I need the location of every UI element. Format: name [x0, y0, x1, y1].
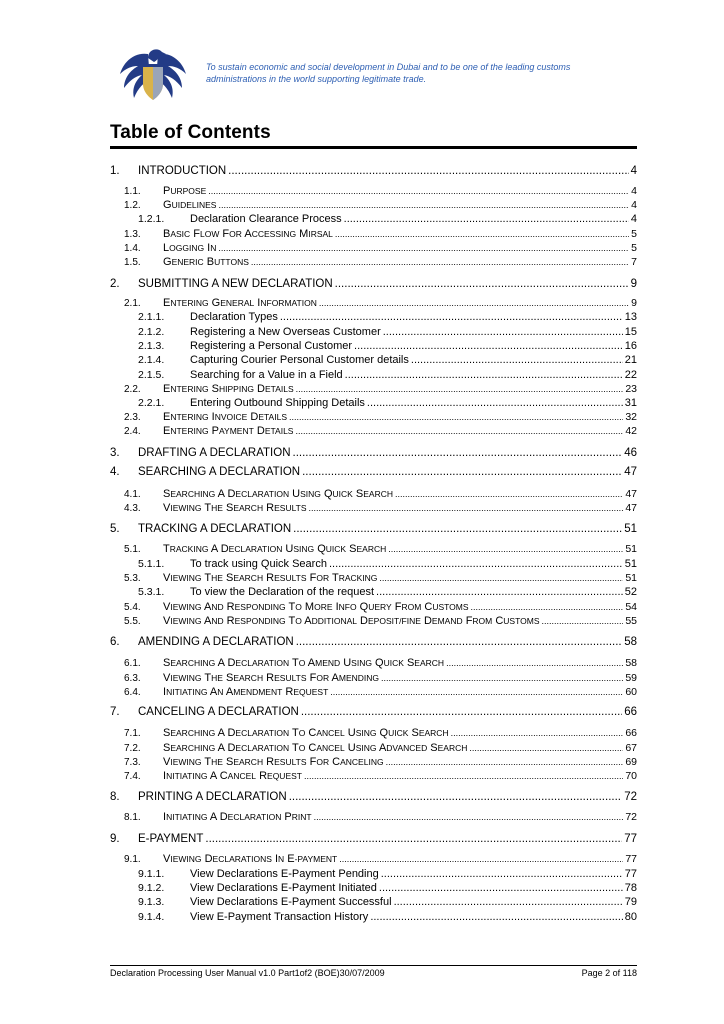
toc-entry-page: 4: [631, 199, 637, 211]
toc-entry-title: Capturing Courier Personal Customer details: [190, 354, 409, 366]
toc-entry-title: SEARCHING A DECLARATION TO AMEND USING QUICK SEARCH: [163, 657, 445, 669]
toc-leader-dots: [218, 243, 629, 253]
toc-entry-number: 5.3.1.: [138, 586, 165, 598]
toc-entry-title: ENTERING PAYMENT DETAILS: [163, 425, 294, 437]
toc-entry-number: 9.1.: [124, 854, 141, 865]
toc-leader-dots: [469, 743, 623, 753]
toc-entry-number: 3.: [110, 447, 120, 459]
toc-entry[interactable]: [138, 896, 637, 908]
toc-entry-page: 58: [624, 636, 637, 648]
toc-leader-dots: [383, 326, 623, 338]
toc-entry-page: 51: [625, 572, 637, 584]
toc-entry-title: TRACKING A DECLARATION USING QUICK SEARCH: [163, 543, 387, 555]
toc-entry-number: 2.2.: [124, 384, 141, 395]
toc-entry-page: 21: [624, 354, 637, 366]
toc-leader-dots: [335, 278, 629, 290]
toc-entry[interactable]: [124, 411, 637, 423]
toc-entry-title: View Declarations E-Payment Successful: [190, 896, 392, 908]
toc-entry-page: 67: [625, 742, 637, 754]
toc-entry[interactable]: [110, 523, 637, 535]
toc-entry[interactable]: [124, 811, 637, 823]
toc-entry-page: 47: [625, 502, 637, 514]
toc-entry-title: SEARCHING A DECLARATION USING QUICK SEARCH: [163, 488, 394, 500]
toc-leader-dots: [314, 812, 624, 822]
toc-entry[interactable]: [110, 447, 637, 459]
toc-leader-dots: [379, 882, 623, 894]
toc-entry-number: 1.4.: [124, 243, 141, 254]
toc-entry-page: 59: [625, 672, 637, 684]
toc-leader-dots: [309, 503, 624, 513]
toc-entry-number: 4.3.: [124, 503, 141, 514]
toc-leader-dots: [296, 384, 624, 394]
toc-leader-dots: [339, 854, 623, 864]
toc-leader-dots: [329, 558, 623, 570]
toc-leader-dots: [376, 586, 623, 598]
toc-entry-title: View Declarations E-Payment Initiated: [190, 882, 377, 894]
toc-entry[interactable]: [110, 466, 637, 478]
toc-entry-page: 13: [624, 311, 637, 323]
toc-entry-page: 80: [624, 911, 637, 923]
footer-divider: [110, 965, 637, 966]
toc-entry-title: SEARCHING A DECLARATION: [138, 466, 301, 478]
toc-entry-page: 15: [624, 326, 637, 338]
toc-entry-page: 5: [631, 228, 637, 240]
toc-entry-page: 52: [624, 586, 637, 598]
toc-entry-page: 66: [625, 727, 637, 739]
toc-entry-page: 31: [624, 397, 637, 409]
toc-leader-dots: [370, 911, 622, 923]
toc-entry[interactable]: [138, 354, 637, 366]
toc-entry-title: PRINTING A DECLARATION: [138, 791, 287, 803]
toc-entry-page: 55: [625, 615, 637, 627]
toc-entry[interactable]: [124, 543, 637, 555]
toc-leader-dots: [330, 687, 623, 697]
toc-entry-number: 5.4.: [124, 602, 141, 613]
toc-entry-number: 5.3.: [124, 573, 141, 584]
toc-entry-title: Registering a Personal Customer: [190, 340, 353, 352]
toc-entry-number: 2.3.: [124, 412, 141, 423]
toc-entry-number: 5.1.1.: [138, 558, 165, 570]
toc-entry-number: 1.2.1.: [138, 213, 165, 225]
toc-entry[interactable]: [138, 558, 637, 570]
toc-entry-title: Declaration Clearance Process: [190, 213, 342, 225]
toc-entry-page: 9: [631, 297, 637, 309]
toc-entry[interactable]: [124, 615, 637, 627]
toc-entry-title: DRAFTING A DECLARATION: [138, 447, 291, 459]
toc-entry[interactable]: [124, 686, 637, 698]
organization-tagline: To sustain economic and social development in Dubai and to be one of the leading customs administrations in the world supporting legitimate trade.: [206, 62, 571, 84]
toc-entry-title: LOGGING IN: [163, 242, 217, 254]
toc-entry-number: 1.2.: [124, 200, 141, 211]
toc-entry-page: 42: [625, 425, 637, 437]
toc-entry-page: 47: [624, 466, 637, 478]
toc-entry-title: PURPOSE: [163, 185, 207, 197]
toc-entry[interactable]: [124, 853, 637, 865]
toc-leader-dots: [293, 523, 622, 535]
toc-leader-dots: [280, 311, 623, 323]
toc-entry-title: AMENDING A DECLARATION: [138, 636, 294, 648]
toc-leader-dots: [295, 426, 623, 436]
toc-entry-number: 9.1.3.: [138, 896, 165, 908]
toc-entry-title: View E-Payment Transaction History: [190, 911, 369, 923]
toc-entry-page: 77: [625, 853, 637, 865]
toc-leader-dots: [542, 616, 624, 626]
toc-entry-title: INITIATING AN AMENDMENT REQUEST: [163, 686, 329, 698]
toc-entry[interactable]: [138, 311, 637, 323]
toc-leader-dots: [411, 354, 623, 366]
toc-leader-dots: [228, 165, 628, 177]
toc-entry-number: 7.2.: [124, 743, 141, 754]
toc-leader-dots: [302, 466, 622, 478]
toc-entry-number: 7.1.: [124, 728, 141, 739]
toc-entry-page: 23: [625, 383, 637, 395]
toc-entry[interactable]: [110, 833, 637, 845]
toc-entry[interactable]: [124, 727, 637, 739]
toc-entry[interactable]: [124, 256, 637, 268]
toc-leader-dots: [293, 447, 623, 459]
toc-entry[interactable]: [110, 278, 637, 290]
toc-entry-page: 5: [631, 242, 637, 254]
toc-entry-page: 51: [624, 558, 637, 570]
toc-leader-dots: [205, 833, 622, 845]
toc-leader-dots: [394, 896, 623, 908]
toc-entry-page: 4: [630, 213, 637, 225]
toc-entry-page: 58: [625, 657, 637, 669]
toc-entry[interactable]: [110, 165, 637, 177]
toc-leader-dots: [304, 771, 623, 781]
toc-leader-dots: [301, 706, 622, 718]
toc-entry[interactable]: [124, 657, 637, 669]
toc-entry[interactable]: [110, 706, 637, 718]
toc-entry-title: VIEWING THE SEARCH RESULTS FOR AMENDING: [163, 672, 380, 684]
toc-entry-number: 2.4.: [124, 426, 141, 437]
toc-entry-number: 7.: [110, 706, 120, 718]
toc-entry[interactable]: [138, 868, 637, 880]
toc-entry-title: SEARCHING A DECLARATION TO CANCEL USING QUICK SEARCH: [163, 727, 449, 739]
toc-entry-number: 2.1.4.: [138, 354, 165, 366]
toc-entry[interactable]: [138, 586, 637, 598]
toc-entry-number: 2.1.5.: [138, 369, 165, 381]
toc-entry-number: 4.: [110, 466, 120, 478]
toc-entry-title: To view the Declaration of the request: [190, 586, 375, 598]
toc-entry-title: Searching for a Value in a Field: [190, 369, 343, 381]
toc-entry-title: Declaration Types: [190, 311, 278, 323]
page-title: Table of Contents: [110, 122, 271, 143]
toc-leader-dots: [354, 340, 623, 352]
toc-leader-dots: [381, 868, 623, 880]
toc-leader-dots: [367, 397, 623, 409]
toc-entry[interactable]: [124, 770, 637, 782]
toc-entry-title: ENTERING INVOICE DETAILS: [163, 411, 287, 423]
toc-entry-page: 51: [625, 543, 637, 555]
toc-leader-dots: [381, 673, 623, 683]
toc-entry[interactable]: [138, 369, 637, 381]
toc-entry-title: GUIDELINES: [163, 199, 217, 211]
toc-entry-title: VIEWING THE SEARCH RESULTS: [163, 502, 307, 514]
toc-entry-title: E-PAYMENT: [138, 833, 204, 845]
toc-entry-page: 9: [630, 278, 637, 290]
toc-entry[interactable]: [124, 488, 637, 500]
toc-leader-dots: [251, 257, 629, 267]
toc-entry-title: INITIATING A CANCEL REQUEST: [163, 770, 302, 782]
toc-leader-dots: [395, 489, 623, 499]
toc-entry-page: 51: [624, 523, 637, 535]
toc-leader-dots: [451, 728, 624, 738]
toc-entry[interactable]: [124, 425, 637, 437]
toc-entry[interactable]: [138, 911, 637, 923]
toc-entry[interactable]: [124, 297, 637, 309]
toc-entry-page: 66: [624, 706, 637, 718]
toc-entry-number: 8.: [110, 791, 120, 803]
toc-entry-title: View Declarations E-Payment Pending: [190, 868, 379, 880]
toc-entry-title: Entering Outbound Shipping Details: [190, 397, 365, 409]
toc-entry[interactable]: [138, 213, 637, 225]
toc-entry-number: 9.1.1.: [138, 868, 165, 880]
toc-entry-number: 9.: [110, 833, 120, 845]
toc-entry-page: 16: [624, 340, 637, 352]
toc-entry-page: 79: [624, 896, 637, 908]
toc-entry[interactable]: [124, 502, 637, 514]
toc-entry-title: ENTERING GENERAL INFORMATION: [163, 297, 317, 309]
toc-entry-page: 70: [625, 770, 637, 782]
toc-entry-title: GENERIC BUTTONS: [163, 256, 249, 268]
toc-entry[interactable]: [124, 185, 637, 197]
toc-entry-number: 5.: [110, 523, 120, 535]
toc-entry-page: 69: [625, 756, 637, 768]
toc-leader-dots: [386, 757, 624, 767]
toc-entry-number: 5.5.: [124, 616, 141, 627]
toc-leader-dots: [218, 200, 629, 210]
toc-entry-number: 4.1.: [124, 489, 141, 500]
toc-entry-number: 1.3.: [124, 229, 141, 240]
dubai-customs-logo: [118, 44, 188, 104]
toc-entry[interactable]: [124, 199, 637, 211]
title-underline: [110, 146, 637, 149]
toc-leader-dots: [379, 573, 623, 583]
toc-entry-page: 77: [624, 833, 637, 845]
toc-entry-page: 7: [631, 256, 637, 268]
toc-leader-dots: [344, 213, 629, 225]
toc-entry[interactable]: [110, 791, 637, 803]
toc-entry-number: 9.1.4.: [138, 911, 165, 923]
toc-leader-dots: [388, 544, 623, 554]
toc-entry[interactable]: [138, 326, 637, 338]
toc-entry[interactable]: [124, 383, 637, 395]
toc-entry-number: 6.4.: [124, 687, 141, 698]
toc-leader-dots: [345, 369, 623, 381]
toc-entry-number: 2.2.1.: [138, 397, 165, 409]
toc-entry-number: 7.3.: [124, 757, 141, 768]
toc-entry-page: 32: [625, 411, 637, 423]
toc-entry[interactable]: [124, 572, 637, 584]
toc-entry-title: TRACKING A DECLARATION: [138, 523, 292, 535]
toc-entry-title: VIEWING THE SEARCH RESULTS FOR TRACKING: [163, 572, 378, 584]
toc-entry-page: 47: [625, 488, 637, 500]
toc-entry-page: 72: [625, 811, 637, 823]
toc-entry-number: 6.: [110, 636, 120, 648]
toc-entry-title: VIEWING DECLARATIONS IN E-PAYMENT: [163, 853, 338, 865]
toc-entry-number: 6.3.: [124, 673, 141, 684]
toc-entry-number: 7.4.: [124, 771, 141, 782]
toc-entry-number: 2.1.3.: [138, 340, 165, 352]
toc-entry-number: 1.: [110, 165, 120, 177]
toc-entry-number: 9.1.2.: [138, 882, 165, 894]
toc-entry[interactable]: [110, 636, 637, 648]
toc-leader-dots: [471, 602, 624, 612]
toc-entry-title: Registering a New Overseas Customer: [190, 326, 381, 338]
toc-leader-dots: [296, 636, 622, 648]
toc-entry-title: CANCELING A DECLARATION: [138, 706, 299, 718]
footer-page-number: Page 2 of 118: [581, 968, 637, 978]
toc-leader-dots: [289, 791, 623, 803]
toc-entry-page: 72: [624, 791, 637, 803]
toc-leader-dots: [335, 229, 629, 239]
toc-entry-number: 2.1.1.: [138, 311, 165, 323]
toc-leader-dots: [208, 186, 629, 196]
toc-entry-number: 1.5.: [124, 257, 141, 268]
toc-entry-number: 1.1.: [124, 186, 141, 197]
toc-entry-number: 8.1.: [124, 812, 141, 823]
toc-entry-number: 6.1.: [124, 658, 141, 669]
toc-entry-title: BASIC FLOW FOR ACCESSING MIRSAL: [163, 228, 333, 240]
toc-entry[interactable]: [124, 672, 637, 684]
toc-entry[interactable]: [138, 397, 637, 409]
toc-entry-title: VIEWING AND RESPONDING TO ADDITIONAL DEPOSIT/FINE DEMAND FROM CUSTOMS: [163, 615, 540, 627]
toc-entry-number: 2.1.: [124, 298, 141, 309]
toc-entry-title: INTRODUCTION: [138, 165, 227, 177]
toc-entry-title: SEARCHING A DECLARATION TO CANCEL USING ADVANCED SEARCH: [163, 742, 468, 754]
toc-entry-title: VIEWING THE SEARCH RESULTS FOR CANCELING: [163, 756, 384, 768]
toc-entry-title: ENTERING SHIPPING DETAILS: [163, 383, 294, 395]
toc-entry[interactable]: [124, 242, 637, 254]
toc-leader-dots: [446, 658, 623, 668]
toc-entry-title: INITIATING A DECLARATION PRINT: [163, 811, 312, 823]
footer-document-title: Declaration Processing User Manual v1.0 Part1of2 (BOE)30/07/2009: [110, 968, 385, 978]
toc-entry[interactable]: [138, 882, 637, 894]
toc-entry-page: 4: [630, 165, 637, 177]
toc-entry-page: 4: [631, 185, 637, 197]
toc-entry-page: 54: [625, 601, 637, 613]
toc-entry-number: 2.1.2.: [138, 326, 165, 338]
toc-leader-dots: [289, 412, 623, 422]
toc-leader-dots: [319, 298, 629, 308]
toc-entry-page: 46: [624, 447, 637, 459]
toc-entry[interactable]: [124, 601, 637, 613]
toc-entry-page: 60: [625, 686, 637, 698]
toc-entry-title: To track using Quick Search: [190, 558, 327, 570]
toc-entry-number: 5.1.: [124, 544, 141, 555]
toc-entry-page: 22: [624, 369, 637, 381]
toc-entry[interactable]: [124, 756, 637, 768]
toc-entry[interactable]: [124, 742, 637, 754]
toc-entry[interactable]: [138, 340, 637, 352]
toc-entry-page: 77: [624, 868, 637, 880]
toc-entry-number: 2.: [110, 278, 120, 290]
toc-entry-title: SUBMITTING A NEW DECLARATION: [138, 278, 333, 290]
toc-entry-page: 78: [624, 882, 637, 894]
toc-entry[interactable]: [124, 228, 637, 240]
toc-entry-title: VIEWING AND RESPONDING TO MORE INFO QUERY FROM CUSTOMS: [163, 601, 469, 613]
